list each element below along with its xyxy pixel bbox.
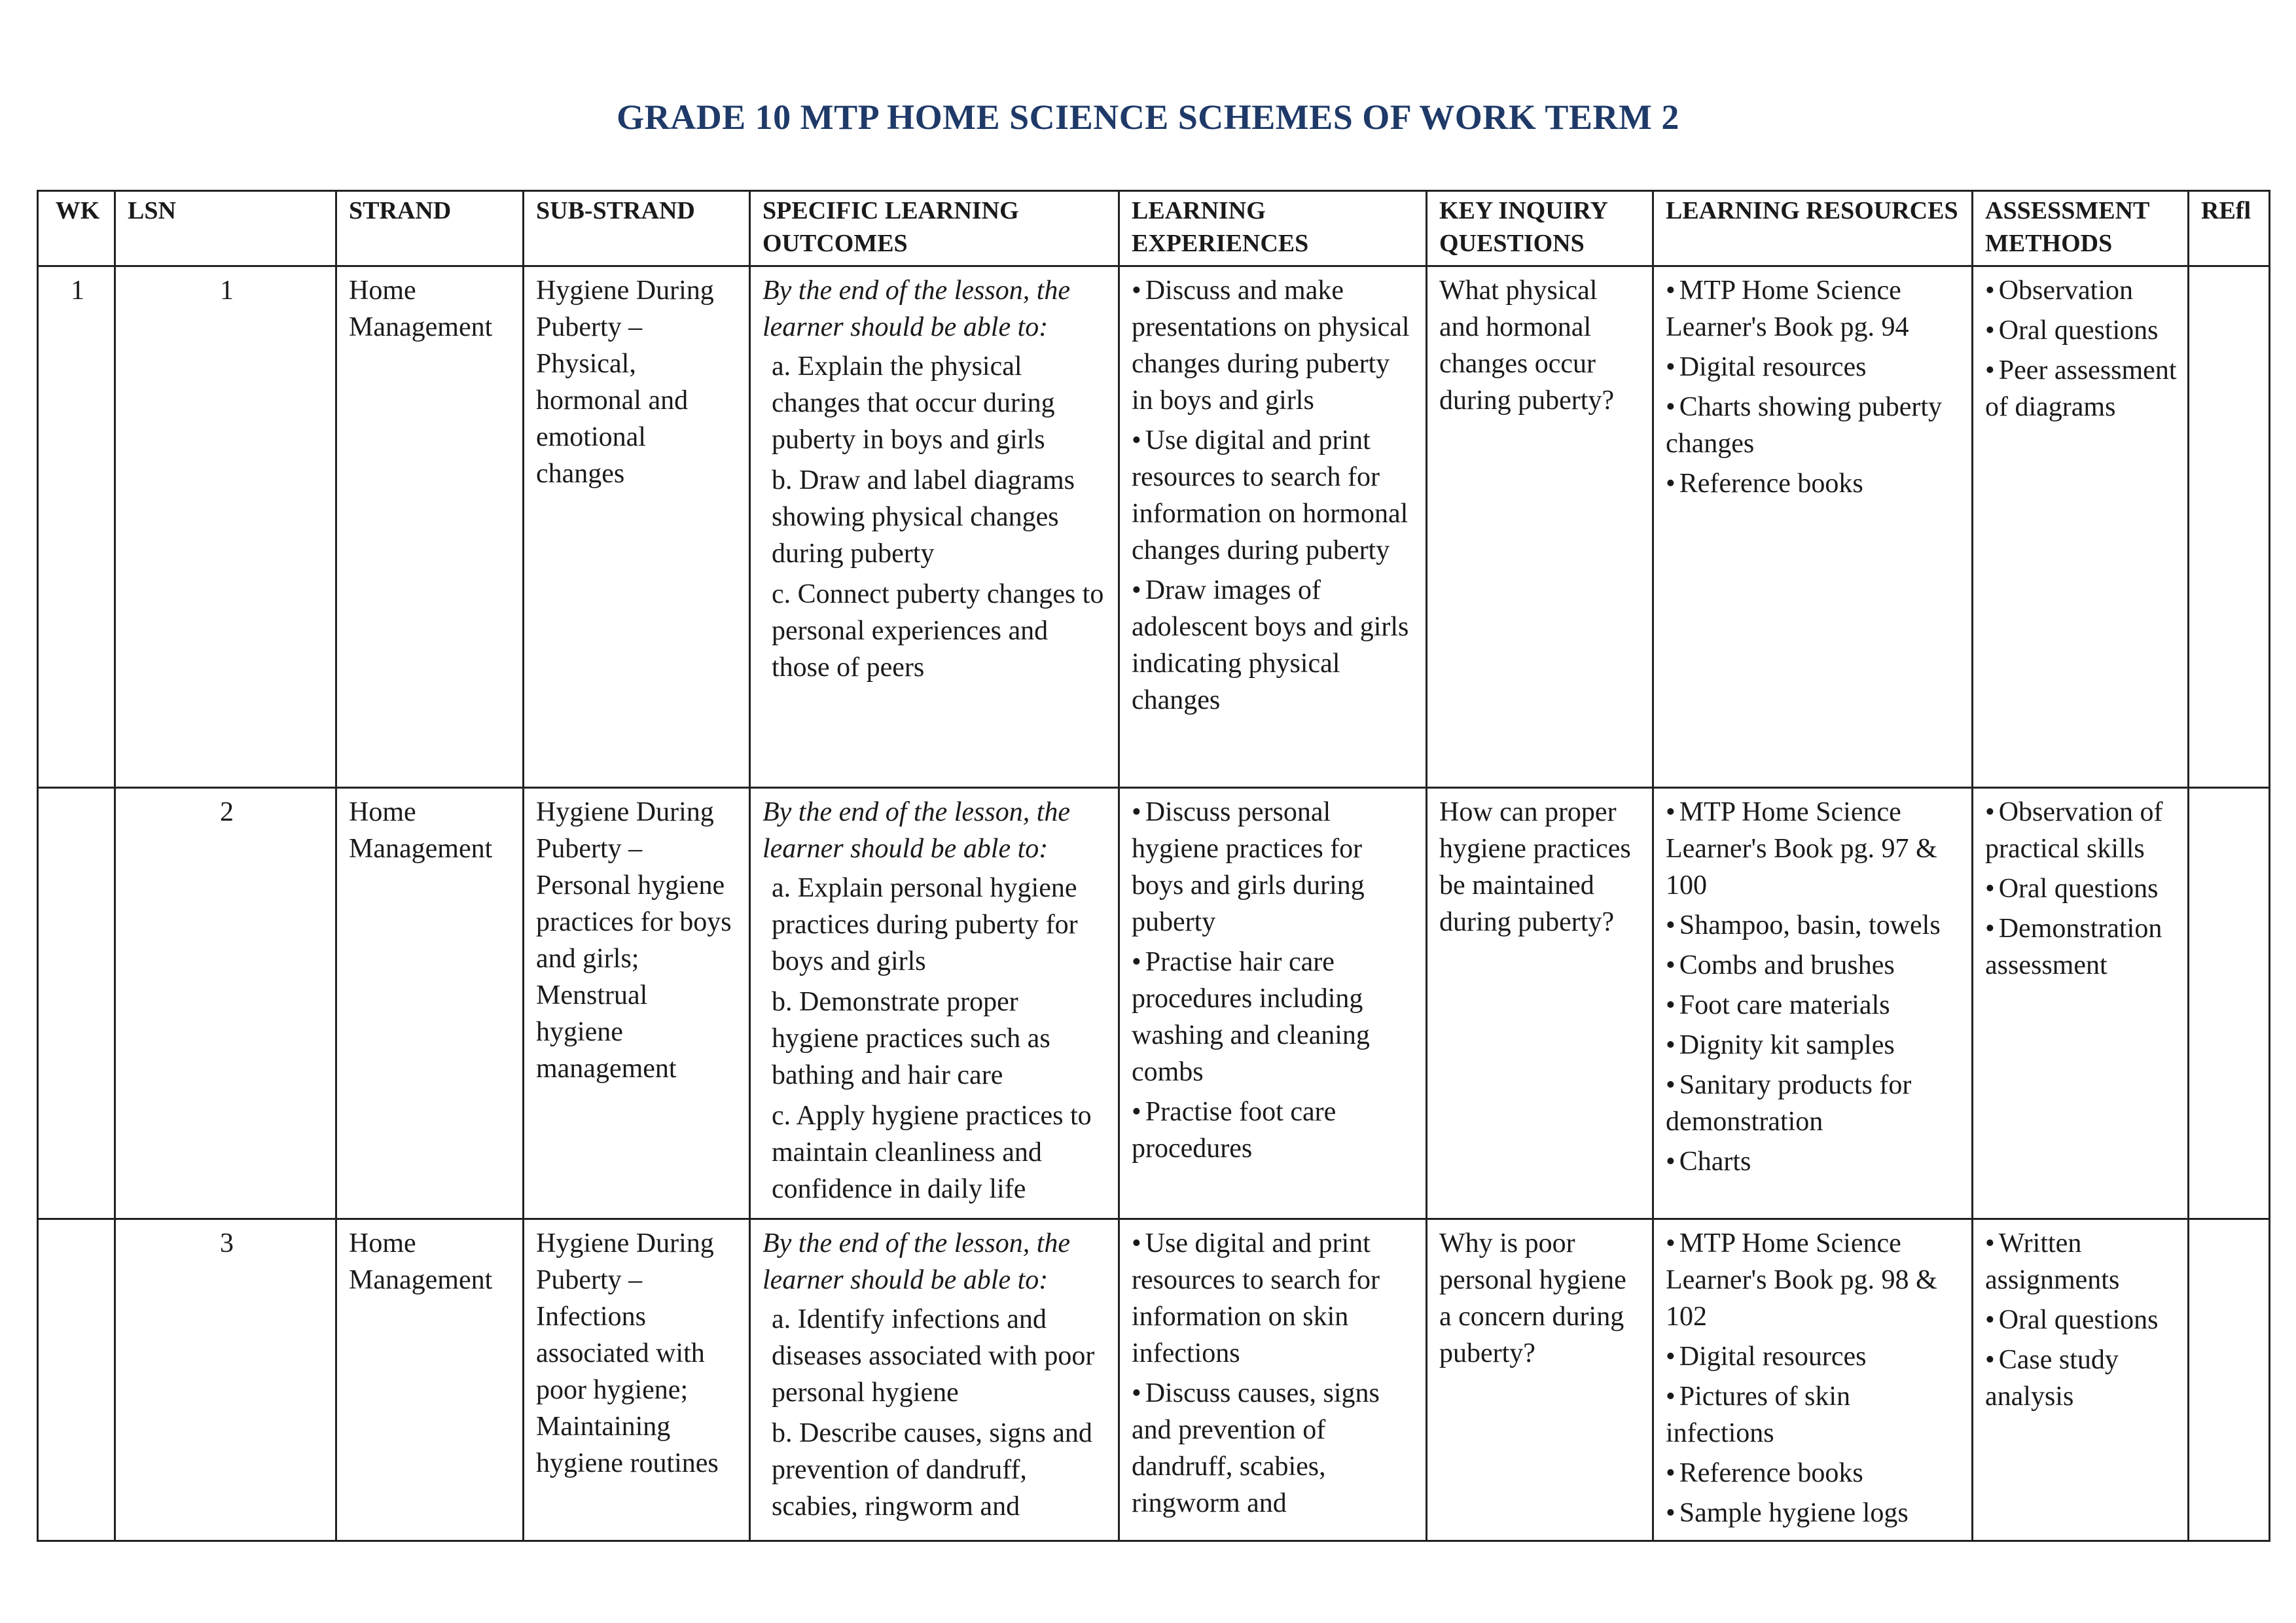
cell-experiences bbox=[1119, 1219, 1427, 1541]
list-item: a. Identify infections and diseases associated with poor personal hygiene bbox=[772, 1304, 1095, 1408]
outcome-list bbox=[762, 348, 1109, 686]
cell-outcomes bbox=[750, 266, 1119, 788]
list-item: • Reference books bbox=[1666, 469, 1863, 499]
bullet-list bbox=[1985, 1225, 2178, 1415]
list-item: • Dignity kit samples bbox=[1666, 1030, 1895, 1060]
list-item: • Digital resources bbox=[1666, 352, 1867, 382]
header-inquiry: KEY INQUIRY QUESTIONS bbox=[1427, 191, 1653, 266]
cell-resources bbox=[1653, 266, 1973, 788]
list-item: • MTP Home Science Learner's Book pg. 94 bbox=[1666, 276, 1909, 342]
outcomes-intro: By the end of the lesson, the learner should be able to: bbox=[762, 276, 1071, 342]
bullet-list bbox=[1666, 1225, 1962, 1531]
list-item: • Charts showing puberty changes bbox=[1666, 392, 1943, 459]
cell-sub-strand: Hygiene During Puberty – Physical, hormonal and emotional changes bbox=[524, 266, 750, 788]
bullet-list bbox=[1985, 272, 2178, 425]
header-lsn: LSN bbox=[115, 191, 336, 266]
header-outcomes: SPECIFIC LEARNING OUTCOMES bbox=[750, 191, 1119, 266]
table-row bbox=[38, 266, 2270, 788]
list-item: • Written assignments bbox=[1985, 1228, 2120, 1295]
cell-strand: Home Management bbox=[336, 788, 524, 1219]
list-item: c. Connect puberty changes to personal experiences and those of peers bbox=[772, 579, 1104, 683]
list-item: • Shampoo, basin, towels bbox=[1666, 910, 1941, 940]
list-item: • Demonstration assessment bbox=[1985, 914, 2162, 980]
outcome-list bbox=[762, 870, 1109, 1207]
list-item: a. Explain personal hygiene practices during puberty for boys and girls bbox=[772, 873, 1078, 976]
list-item: • Use digital and print resources to search for information on hormonal changes during puberty bbox=[1132, 425, 1408, 565]
outcomes-intro: By the end of the lesson, the learner should be able to: bbox=[762, 797, 1071, 864]
bullet-list bbox=[1132, 794, 1416, 1167]
list-item: • Draw images of adolescent boys and girls indicating physical changes bbox=[1132, 575, 1409, 715]
list-item: • Digital resources bbox=[1666, 1342, 1867, 1372]
list-item: • Use digital and print resources to search for information on skin infections bbox=[1132, 1228, 1380, 1368]
cell-sub-strand: Hygiene During Puberty – Personal hygiene practices for boys and girls; Menstrual hygiene management bbox=[524, 788, 750, 1219]
cell-wk bbox=[38, 788, 115, 1219]
cell-outcomes bbox=[750, 1219, 1119, 1541]
cell-reflection bbox=[2189, 1219, 2270, 1541]
cell-inquiry: How can proper hygiene practices be maintained during puberty? bbox=[1427, 788, 1653, 1219]
table-row bbox=[38, 788, 2270, 1219]
list-item: • Peer assessment of diagrams bbox=[1985, 355, 2177, 422]
list-item: • Practise hair care procedures including washing and cleaning combs bbox=[1132, 947, 1370, 1087]
list-item: • Oral questions bbox=[1985, 874, 2159, 904]
list-item: b. Draw and label diagrams showing physical changes during puberty bbox=[772, 465, 1075, 569]
cell-lsn: 3 bbox=[115, 1219, 336, 1541]
list-item: • Practise foot care procedures bbox=[1132, 1097, 1336, 1164]
list-item: • Observation bbox=[1985, 276, 2134, 306]
header-strand: STRAND bbox=[336, 191, 524, 266]
bullet-list bbox=[1666, 794, 1962, 1180]
cell-wk bbox=[38, 1219, 115, 1541]
list-item: • Pictures of skin infections bbox=[1666, 1382, 1851, 1448]
page-title: GRADE 10 MTP HOME SCIENCE SCHEMES OF WORK TERM 2 bbox=[617, 98, 1679, 137]
bullet-list bbox=[1666, 272, 1962, 502]
cell-strand: Home Management bbox=[336, 266, 524, 788]
header-experiences: LEARNING EXPERIENCES bbox=[1119, 191, 1427, 266]
cell-resources bbox=[1653, 788, 1973, 1219]
header-resources: LEARNING RESOURCES bbox=[1653, 191, 1973, 266]
cell-lsn: 1 bbox=[115, 266, 336, 788]
header-sub-strand: SUB-STRAND bbox=[524, 191, 750, 266]
table-row bbox=[38, 1219, 2270, 1541]
list-item: a. Explain the physical changes that occur during puberty in boys and girls bbox=[772, 351, 1055, 455]
list-item: b. Describe causes, signs and prevention of dandruff, scabies, ringworm and bbox=[772, 1418, 1092, 1522]
list-item: c. Apply hygiene practices to maintain cleanliness and confidence in daily life bbox=[772, 1101, 1092, 1204]
cell-reflection bbox=[2189, 266, 2270, 788]
cell-assessment bbox=[1973, 1219, 2189, 1541]
cell-reflection bbox=[2189, 788, 2270, 1219]
list-item: • Charts bbox=[1666, 1147, 1751, 1177]
cell-outcomes bbox=[750, 788, 1119, 1219]
header-reflection: REfl bbox=[2189, 191, 2270, 266]
cell-wk: 1 bbox=[38, 266, 115, 788]
cell-assessment bbox=[1973, 266, 2189, 788]
cell-inquiry: Why is poor personal hygiene a concern during puberty? bbox=[1427, 1219, 1653, 1541]
bullet-list bbox=[1985, 794, 2178, 984]
list-item: • Discuss and make presentations on physical changes during puberty in boys and girls bbox=[1132, 276, 1410, 416]
cell-assessment bbox=[1973, 788, 2189, 1219]
list-item: • Sanitary products for demonstration bbox=[1666, 1070, 1912, 1137]
list-item: • Foot care materials bbox=[1666, 990, 1890, 1020]
cell-experiences bbox=[1119, 788, 1427, 1219]
header-assessment: ASSESSMENT METHODS bbox=[1973, 191, 2189, 266]
list-item: • MTP Home Science Learner's Book pg. 98 & 102 bbox=[1666, 1228, 1937, 1332]
list-item: • Observation of practical skills bbox=[1985, 797, 2163, 864]
cell-experiences bbox=[1119, 266, 1427, 788]
bullet-list bbox=[1132, 272, 1416, 719]
cell-strand: Home Management bbox=[336, 1219, 524, 1541]
list-item: • Discuss causes, signs and prevention of dandruff, scabies, ringworm and bbox=[1132, 1378, 1380, 1518]
scheme-table bbox=[37, 190, 2270, 1542]
cell-sub-strand: Hygiene During Puberty – Infections associated with poor hygiene; Maintaining hygiene routines bbox=[524, 1219, 750, 1541]
outcome-list bbox=[762, 1301, 1109, 1525]
bullet-list bbox=[1132, 1225, 1416, 1522]
cell-lsn: 2 bbox=[115, 788, 336, 1219]
cell-resources bbox=[1653, 1219, 1973, 1541]
list-item: • Combs and brushes bbox=[1666, 950, 1895, 980]
outcomes-intro: By the end of the lesson, the learner should be able to: bbox=[762, 1228, 1071, 1295]
list-item: • MTP Home Science Learner's Book pg. 97 & 100 bbox=[1666, 797, 1937, 901]
cell-inquiry: What physical and hormonal changes occur during puberty? bbox=[1427, 266, 1653, 788]
list-item: • Oral questions bbox=[1985, 1305, 2159, 1335]
list-item: b. Demonstrate proper hygiene practices such as bathing and hair care bbox=[772, 987, 1050, 1090]
header-wk: WK bbox=[38, 191, 115, 266]
list-item: • Discuss personal hygiene practices for boys and girls during puberty bbox=[1132, 797, 1365, 937]
header-row bbox=[38, 191, 2270, 266]
list-item: • Case study analysis bbox=[1985, 1345, 2119, 1412]
list-item: • Sample hygiene logs bbox=[1666, 1498, 1909, 1528]
list-item: • Reference books bbox=[1666, 1458, 1863, 1488]
list-item: • Oral questions bbox=[1985, 315, 2159, 346]
